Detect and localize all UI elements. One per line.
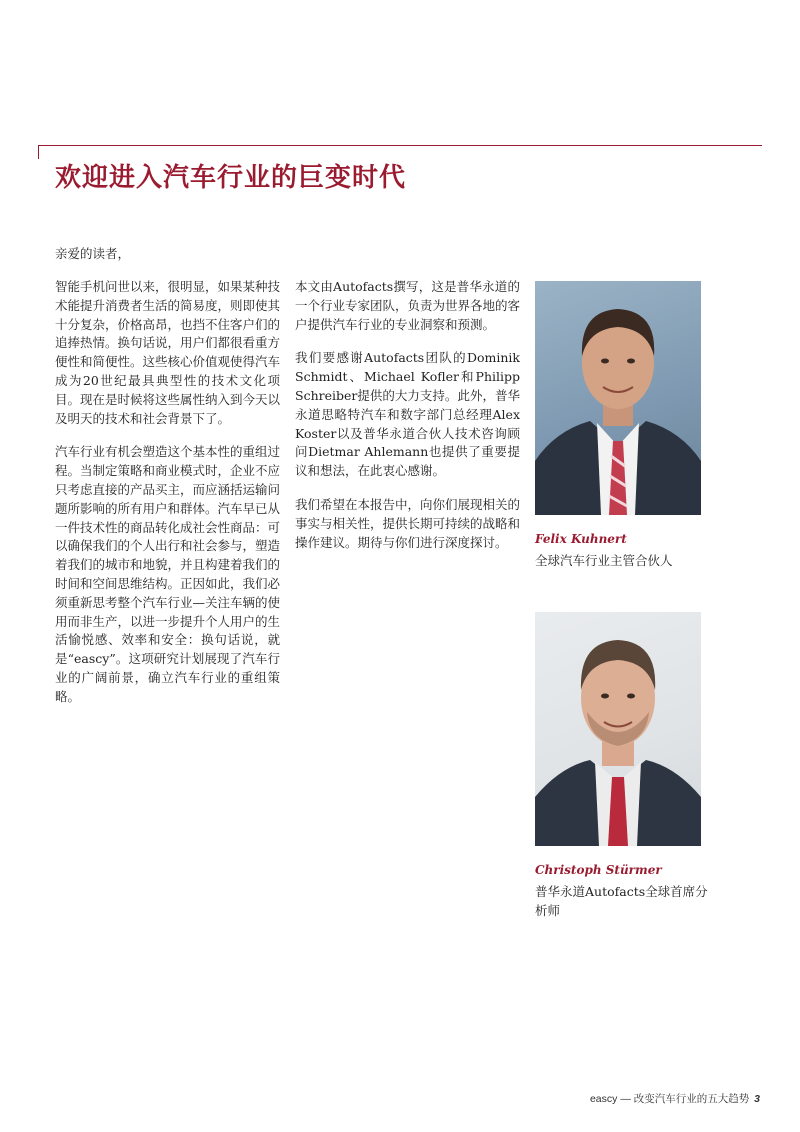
page-footer: [590, 1091, 760, 1106]
footer-text: eascy — 改变汽车行业的五大趋势: [589, 1093, 750, 1105]
person-name: Felix Kuhnert: [535, 532, 627, 546]
person-name: Christoph Stürmer: [535, 863, 662, 877]
portrait-photo: [535, 281, 701, 515]
portrait-photo: [535, 612, 701, 846]
page-title: 欢迎进入汽车行业的巨变时代: [55, 163, 407, 193]
person-role: 普华永道Autofacts全球首席分析师: [535, 884, 708, 918]
paragraph: 智能手机问世以来，很明显，如果某种技术能提升消费者生活的简易度，则即使其十分复杂，价格高昂，也挡不住客户们的追捧热情。换句话说，用户们都很看重方便性和简便性。这些核心价值观使得汽车成为20世纪最具典型性的技术文化项目。现在是时候将这些属性纳入到今天以及明天的技术和社会背景下了。: [55, 279, 281, 426]
paragraph: 我们希望在本报告中，向你们展现相关的事实与相关性，提供长期可持续的战略和操作建议。期待与你们进行深度探讨。: [295, 496, 521, 550]
salutation: 亲爱的读者，: [55, 246, 131, 261]
paragraph: 汽车行业有机会塑造这个基本性的重组过程。当制定策略和商业模式时，企业不应只考虑直接的产品买主，而应涵括运输问题所影响的所有用户和群体。汽车早已从一件技术性的商品转化成社会性商品：可以确保我们的个人出行和社会参与，塑造着我们的城市和地貌，并且构建着我们的时间和空间思维结构。正因如此，我们必须重新思考整个汽车行业—关注车辆的使用而非生产，以进一步提升个人用户的生活愉悦感、效率和安全：换句话说，就是“eascy”。这项研究计划展现了汽车行业的广阔前景，确立汽车行业的重组策略。: [55, 444, 281, 704]
paragraph: 我们要感谢Autofacts团队的Dominik Schmidt、Michael Kofler和Philipp Schreiber提供的大力支持。此外，普华永道思略特汽车和数字部门总经理Alex Koster以及普华永道合伙人技术咨询顾问Dietmar Ahlemann也提供了重要提议和想法，在此衷心感谢。: [295, 350, 520, 479]
left-column: [55, 278, 280, 722]
page-number: 3: [754, 1093, 760, 1105]
paragraph: 本文由Autofacts撰写，这是普华永道的一个行业专家团队，负责为世界各地的客户提供汽车行业的专业洞察和预测。: [295, 279, 521, 332]
header-rule-tick: [38, 145, 39, 159]
person-role: 全球汽车行业主管合伙人: [535, 553, 673, 568]
header-rule: [38, 145, 762, 146]
middle-column: [295, 278, 520, 567]
